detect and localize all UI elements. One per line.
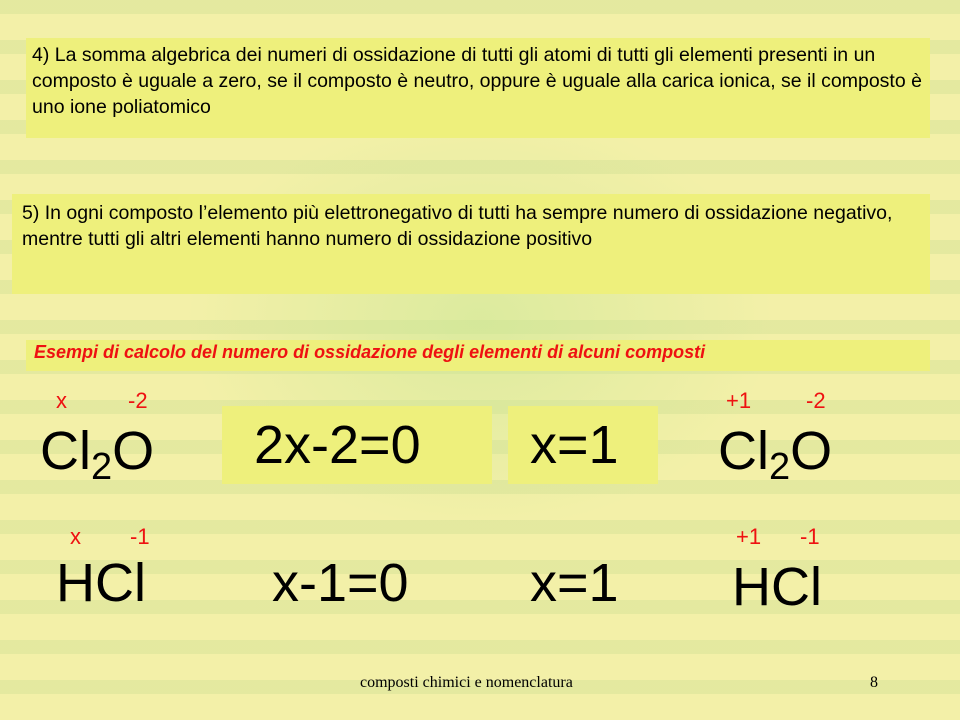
examples-heading: Esempi di calcolo del numero di ossidazione degli elementi di alcuni composti xyxy=(34,342,706,362)
hcl-chlorine-ox-right: -1 xyxy=(800,524,820,549)
result-2: x=1 xyxy=(530,553,619,613)
cl2o-oxygen-ox-right: -2 xyxy=(806,388,826,413)
formula-element: O xyxy=(112,421,155,481)
cl2o-oxygen-ox: -2 xyxy=(128,388,148,413)
hcl-chlorine-ox: -1 xyxy=(130,524,150,549)
cl2o-formula-left xyxy=(40,420,154,489)
hcl-unknown-ox: x xyxy=(70,524,81,549)
rule-4-text: 4) La somma algebrica dei numeri di ossidazione di tutti gli atomi di tutti gli elementi presenti in un composto è uguale a zero, se il composto è neutro, oppure è uguale alla carica ionica, se il composto è uno ione poliatomico xyxy=(32,44,922,118)
formula-subscript: 2 xyxy=(91,446,113,488)
rule-5-text: 5) In ogni composto l’elemento più elettronegativo di tutti ha sempre numero di ossidazione negativo, mentre tutti gli altri elementi hanno numero di ossidazione positivo xyxy=(22,202,893,250)
footer-title: composti chimici e nomenclatura xyxy=(360,674,573,691)
hcl-formula-left: HCl xyxy=(56,553,146,613)
formula-subscript: 2 xyxy=(769,446,791,488)
cl2o-unknown-ox: x xyxy=(56,388,67,413)
result-1: x=1 xyxy=(530,415,619,475)
hcl-formula-right: HCl xyxy=(732,557,822,617)
formula-element: Cl xyxy=(718,421,769,481)
hcl-hydrogen-ox: +1 xyxy=(736,524,762,549)
equation-1: 2x-2=0 xyxy=(254,415,421,475)
rule-5-box xyxy=(12,194,930,294)
cl2o-chlorine-ox: +1 xyxy=(726,388,752,413)
cl2o-formula-right xyxy=(718,420,832,489)
rule-4-box xyxy=(26,38,930,138)
equation-2: x-1=0 xyxy=(272,553,409,613)
formula-element: Cl xyxy=(40,421,91,481)
slide-number: 8 xyxy=(870,674,878,691)
examples-heading-box xyxy=(26,340,930,371)
formula-element: O xyxy=(790,421,833,481)
